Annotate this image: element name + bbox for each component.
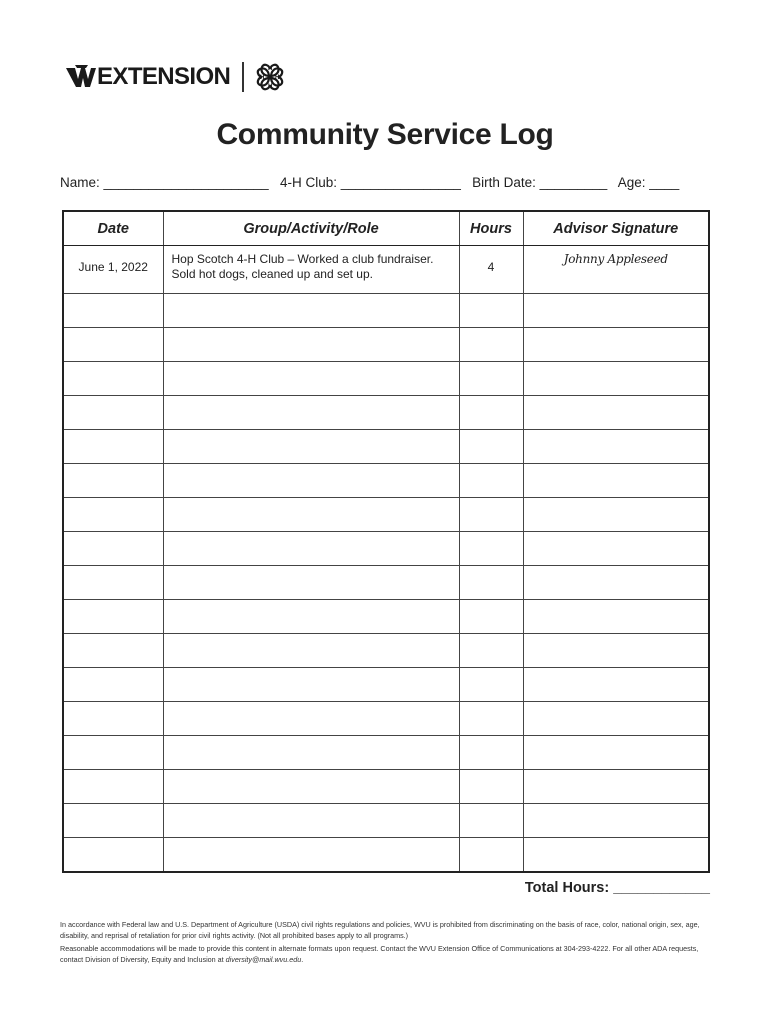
svg-text:H: H — [267, 66, 273, 72]
hours-cell[interactable] — [459, 804, 523, 838]
advisor-signature-cell[interactable] — [523, 362, 709, 396]
birth-date-field[interactable]: Birth Date: _________ — [472, 175, 608, 190]
accommodations-text: Reasonable accommodations will be made to provide this content in alternate formats upon request. Contact the WVU Extension Office of Communications at 304-293-4222. For all other ADA requests, contact Division of Diversity, Equity and Inclusion at — [60, 944, 699, 964]
advisor-signature-cell[interactable] — [523, 294, 709, 328]
hours-cell[interactable] — [459, 396, 523, 430]
activity-cell[interactable] — [163, 396, 459, 430]
table-row — [63, 804, 709, 838]
hours-cell[interactable] — [459, 464, 523, 498]
table-row — [63, 464, 709, 498]
date-cell[interactable] — [63, 430, 163, 464]
activity-cell[interactable] — [163, 430, 459, 464]
hours-cell[interactable] — [459, 702, 523, 736]
advisor-signature-cell[interactable]: Johnny Appleseed — [523, 246, 709, 294]
table-row — [63, 668, 709, 702]
table-row — [63, 362, 709, 396]
advisor-signature-cell[interactable] — [523, 396, 709, 430]
date-cell[interactable] — [63, 770, 163, 804]
extension-logo — [66, 60, 286, 94]
advisor-signature-cell[interactable] — [523, 634, 709, 668]
hours-cell[interactable] — [459, 362, 523, 396]
hours-cell[interactable] — [459, 770, 523, 804]
activity-cell[interactable] — [163, 702, 459, 736]
activity-cell[interactable] — [163, 668, 459, 702]
activity-line: Hop Scotch 4-H Club – Worked a club fundraiser. — [171, 252, 434, 266]
activity-cell[interactable] — [163, 804, 459, 838]
table-row — [63, 294, 709, 328]
table-row — [63, 566, 709, 600]
table-row — [63, 770, 709, 804]
wvu-flying-wv-icon — [66, 65, 96, 89]
4h-clover-icon — [254, 61, 286, 93]
hours-cell[interactable] — [459, 328, 523, 362]
svg-text:H: H — [259, 75, 265, 81]
hours-cell[interactable] — [459, 634, 523, 668]
club-field[interactable]: 4-H Club: ________________ — [279, 175, 461, 190]
table-row — [63, 498, 709, 532]
date-cell[interactable] — [63, 600, 163, 634]
date-cell[interactable] — [63, 294, 163, 328]
activity-cell[interactable] — [163, 532, 459, 566]
advisor-signature-cell[interactable] — [523, 532, 709, 566]
advisor-signature-cell[interactable] — [523, 736, 709, 770]
advisor-signature-cell[interactable] — [523, 328, 709, 362]
svg-text:H: H — [274, 75, 280, 81]
header-group-activity-role: Group/Activity/Role — [163, 211, 459, 246]
table-row — [63, 634, 709, 668]
table-row — [63, 838, 709, 873]
advisor-signature-cell[interactable] — [523, 566, 709, 600]
advisor-signature-cell[interactable] — [523, 498, 709, 532]
age-field[interactable]: Age: ____ — [617, 175, 680, 190]
table-row — [63, 430, 709, 464]
advisor-signature-cell[interactable] — [523, 804, 709, 838]
hours-cell[interactable]: 4 — [459, 246, 523, 294]
table-row — [63, 532, 709, 566]
date-cell[interactable] — [63, 362, 163, 396]
activity-cell[interactable] — [163, 498, 459, 532]
advisor-signature-cell[interactable] — [523, 702, 709, 736]
activity-cell[interactable] — [163, 566, 459, 600]
hours-cell[interactable] — [459, 668, 523, 702]
nondiscrimination-statement: In accordance with Federal law and U.S. Department of Agriculture (USDA) civil rights regulations and policies, WVU is prohibited from discriminating on the basis of race, color, national origin, sex, age, disability, and reprisal of retaliation for prior civil rights activity. (Not all prohibited bases apply to all programs.) — [60, 920, 700, 940]
service-log-table — [62, 210, 710, 873]
hours-cell[interactable] — [459, 566, 523, 600]
advisor-signature-cell[interactable] — [523, 838, 709, 873]
activity-cell[interactable] — [163, 294, 459, 328]
advisor-signature-cell[interactable] — [523, 600, 709, 634]
hours-cell[interactable] — [459, 294, 523, 328]
date-cell[interactable] — [63, 634, 163, 668]
date-cell[interactable] — [63, 838, 163, 873]
accommodations-statement — [60, 944, 712, 965]
date-cell[interactable] — [63, 532, 163, 566]
date-cell[interactable] — [63, 668, 163, 702]
hours-cell[interactable] — [459, 498, 523, 532]
activity-cell[interactable] — [163, 634, 459, 668]
logo-divider — [242, 62, 244, 92]
activity-cell[interactable] — [163, 246, 459, 294]
table-row — [63, 600, 709, 634]
date-cell[interactable]: June 1, 2022 — [63, 246, 163, 294]
date-cell[interactable] — [63, 464, 163, 498]
date-cell[interactable] — [63, 328, 163, 362]
page-title: Community Service Log — [216, 118, 554, 151]
diversity-email-link[interactable]: diversity@mail.wvu.edu — [225, 954, 302, 964]
table-row — [63, 246, 709, 294]
table-row — [63, 702, 709, 736]
table-row — [63, 396, 709, 430]
svg-text:H: H — [267, 84, 273, 90]
header-hours: Hours — [459, 211, 523, 246]
logo-text: EXTENSION — [97, 63, 231, 90]
total-hours-field[interactable]: Total Hours: ____________ — [524, 880, 710, 896]
accommodations-end: . — [301, 954, 304, 964]
activity-cell[interactable] — [163, 464, 459, 498]
activity-cell[interactable] — [163, 600, 459, 634]
header-date: Date — [63, 211, 163, 246]
activity-cell[interactable] — [163, 770, 459, 804]
hours-cell[interactable] — [459, 736, 523, 770]
activity-cell[interactable] — [163, 328, 459, 362]
activity-cell[interactable] — [163, 736, 459, 770]
name-field[interactable]: Name: ______________________ — [60, 175, 269, 190]
table-header-row — [63, 211, 709, 246]
advisor-signature-cell[interactable] — [523, 770, 709, 804]
table-row — [63, 736, 709, 770]
date-cell[interactable] — [63, 804, 163, 838]
date-cell[interactable] — [63, 396, 163, 430]
advisor-signature-cell[interactable] — [523, 464, 709, 498]
activity-cell[interactable] — [163, 838, 459, 873]
hours-cell[interactable] — [459, 838, 523, 873]
date-cell[interactable] — [63, 498, 163, 532]
date-cell[interactable] — [63, 702, 163, 736]
activity-cell[interactable] — [163, 362, 459, 396]
advisor-signature-cell[interactable] — [523, 430, 709, 464]
hours-cell[interactable] — [459, 600, 523, 634]
member-info-line — [60, 175, 710, 190]
header-advisor-signature: Advisor Signature — [523, 211, 709, 246]
hours-cell[interactable] — [459, 430, 523, 464]
table-row — [63, 328, 709, 362]
hours-cell[interactable] — [459, 532, 523, 566]
activity-line: Sold hot dogs, cleaned up and set up. — [171, 267, 373, 281]
date-cell[interactable] — [63, 736, 163, 770]
advisor-signature-cell[interactable] — [523, 668, 709, 702]
date-cell[interactable] — [63, 566, 163, 600]
